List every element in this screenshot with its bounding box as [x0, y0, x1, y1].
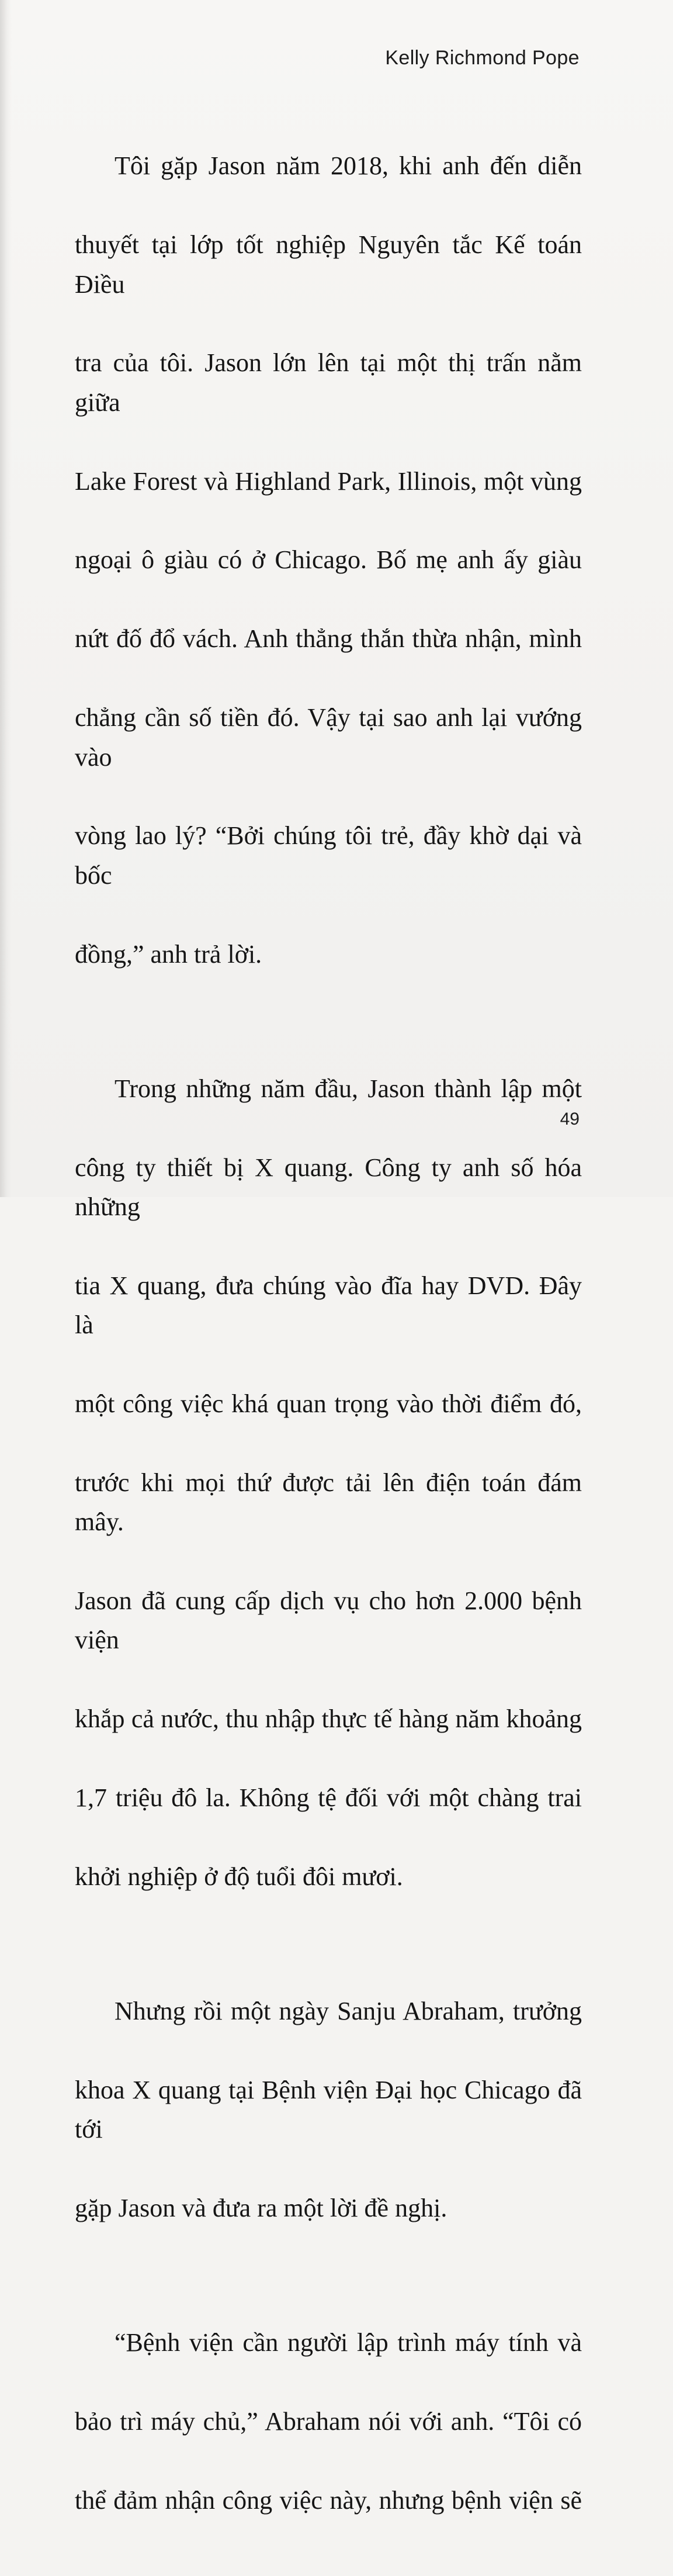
text-line: nứt đố đổ vách. Anh thẳng thắn thừa nhận, mình [75, 624, 582, 653]
text-line: công ty thiết bị X quang. Công ty anh số hóa những [75, 1153, 582, 1221]
paragraph-3 [75, 1952, 582, 2267]
text-line: một công việc khá quan trọng vào thời điểm đó, [75, 1389, 582, 1418]
text-line: Nhưng rồi một ngày Sanju Abraham, trưởng [115, 1997, 582, 2026]
text-line: “Bệnh viện cần người lập trình máy tính và [115, 2328, 582, 2357]
text-line: Jason đã cung cấp dịch vụ cho hơn 2.000 bệnh viện [75, 1586, 582, 1655]
text-line: thuyết tại lớp tốt nghiệp Nguyên tắc Kế toán Điều [75, 230, 582, 299]
text-line: 1,7 triệu đô la. Không tệ đối với một chàng trai [75, 1783, 582, 1813]
text-line: ngoại ô giàu có ở Chicago. Bố mẹ anh ấy giàu [75, 545, 582, 575]
text-line: vòng lao lý? “Bởi chúng tôi trẻ, đầy khờ dại và bốc [75, 821, 582, 890]
text-line: Lake Forest và Highland Park, Illinois, một vùng [75, 466, 582, 496]
running-header-author: Kelly Richmond Pope [385, 47, 580, 69]
text-line: thể đảm nhận công việc này, nhưng bệnh viện sẽ [75, 2485, 582, 2515]
paragraph-1 [75, 107, 582, 1013]
text-line: khởi nghiệp ở độ tuổi đôi mươi. [75, 1862, 403, 1891]
text-line: đồng,” anh trả lời. [75, 939, 262, 969]
text-line: khoa X quang tại Bệnh viện Đại học Chicago đã tới [75, 2075, 582, 2144]
text-line: tra của tôi. Jason lớn lên tại một thị trấn nằm giữa [75, 348, 582, 417]
text-line: khắp cả nước, thu nhập thực tế hàng năm khoảng [75, 1704, 582, 1734]
paragraph-2 [75, 1029, 582, 1935]
paragraph-4 [75, 2284, 582, 2560]
page-number: 49 [560, 1109, 580, 1129]
text-line: trước khi mọi thứ được tải lên điện toán đám mây. [75, 1468, 582, 1537]
text-line: tia X quang, đưa chúng vào đĩa hay DVD. Đây là [75, 1271, 582, 1340]
text-line: bảo trì máy chủ,” Abraham nói với anh. “Tôi có [75, 2407, 582, 2436]
body-text [75, 107, 582, 2576]
text-line: Tôi gặp Jason năm 2018, khi anh đến diễn [115, 151, 582, 181]
text-line: gặp Jason và đưa ra một lời đề nghị. [75, 2194, 447, 2223]
text-line: chẳng cần số tiền đó. Vậy tại sao anh lại vướng vào [75, 703, 582, 772]
text-line: Trong những năm đầu, Jason thành lập một [115, 1074, 582, 1103]
